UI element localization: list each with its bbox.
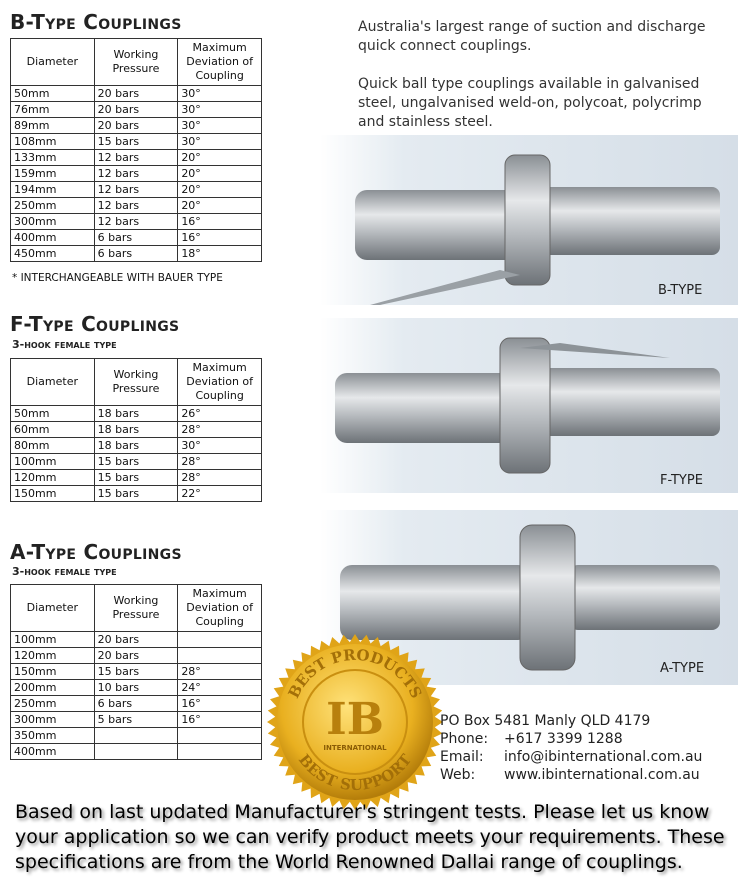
table-row: [11, 86, 262, 102]
table-row: [11, 246, 262, 262]
table-cell: [178, 632, 262, 648]
table-cell: 28°: [178, 454, 262, 470]
table-cell: 12 bars: [94, 182, 178, 198]
table-cell: 100mm: [11, 454, 95, 470]
table-cell: 30°: [178, 134, 262, 150]
table-cell: 300mm: [11, 214, 95, 230]
table-cell: 400mm: [11, 744, 95, 760]
a-type-table: [10, 584, 262, 760]
table-cell: 16°: [178, 214, 262, 230]
phone-value[interactable]: +617 3399 1288: [504, 731, 623, 747]
column-header: Diameter: [11, 39, 95, 86]
column-header: Maximum Deviation of Coupling: [178, 359, 262, 406]
table-cell: 6 bars: [94, 246, 178, 262]
table-row: [11, 214, 262, 230]
f-type-subtitle: 3-hook female type: [12, 338, 117, 351]
table-row: [11, 664, 262, 680]
footer-disclaimer: Based on last updated Manufacturer's stringent tests. Please let us know your application so we can verify product meets your requirements. These specifications are from the World Renowned Dallai range of couplings.: [15, 801, 725, 873]
table-cell: 450mm: [11, 246, 95, 262]
table-row: [11, 118, 262, 134]
table-cell: 18°: [178, 246, 262, 262]
b-type-table: [10, 38, 262, 262]
table-cell: 400mm: [11, 230, 95, 246]
a-type-label: A-TYPE: [660, 661, 705, 676]
a-type-subtitle: 3-hook female type: [12, 565, 117, 578]
table-cell: 150mm: [11, 664, 95, 680]
table-cell: 300mm: [11, 712, 95, 728]
table-row: [11, 470, 262, 486]
column-header: Working Pressure: [94, 39, 178, 86]
table-row: [11, 166, 262, 182]
table-header-row: [11, 585, 262, 632]
table-cell: 15 bars: [94, 134, 178, 150]
table-row: [11, 680, 262, 696]
table-row: [11, 182, 262, 198]
table-cell: 15 bars: [94, 470, 178, 486]
table-cell: 150mm: [11, 486, 95, 502]
table-cell: 159mm: [11, 166, 95, 182]
table-cell: 20°: [178, 198, 262, 214]
web-link[interactable]: www.ibinternational.com.au: [504, 767, 700, 783]
table-cell: 108mm: [11, 134, 95, 150]
table-cell: 30°: [178, 86, 262, 102]
table-row: [11, 728, 262, 744]
a-type-title: A-Type Couplings: [10, 540, 182, 564]
f-type-title: F-Type Couplings: [10, 312, 180, 336]
table-cell: 100mm: [11, 632, 95, 648]
table-cell: 15 bars: [94, 486, 178, 502]
table-cell: 250mm: [11, 696, 95, 712]
table-cell: 120mm: [11, 470, 95, 486]
table-row: [11, 696, 262, 712]
seal-bottom-text: BEST SUPPORT: [294, 750, 416, 795]
table-cell: 15 bars: [94, 454, 178, 470]
contact-block: [440, 712, 702, 784]
web-label: Web:: [440, 767, 476, 783]
seal-top-text: BEST PRODUCTS: [284, 645, 426, 702]
table-cell: 24°: [178, 680, 262, 696]
table-cell: 6 bars: [94, 230, 178, 246]
table-row: [11, 134, 262, 150]
f-type-table: [10, 358, 262, 502]
table-cell: 26°: [178, 406, 262, 422]
table-cell: 12 bars: [94, 214, 178, 230]
table-cell: 12 bars: [94, 198, 178, 214]
table-cell: 30°: [178, 438, 262, 454]
table-cell: 15 bars: [94, 664, 178, 680]
table-cell: 80mm: [11, 438, 95, 454]
table-cell: 20°: [178, 150, 262, 166]
table-cell: 18 bars: [94, 406, 178, 422]
table-cell: 250mm: [11, 198, 95, 214]
table-cell: 20 bars: [94, 102, 178, 118]
table-cell: 10 bars: [94, 680, 178, 696]
table-cell: [94, 744, 178, 760]
intro-text: [358, 18, 738, 132]
table-cell: 20 bars: [94, 648, 178, 664]
table-cell: 50mm: [11, 406, 95, 422]
column-header: Diameter: [11, 359, 95, 406]
table-cell: 76mm: [11, 102, 95, 118]
table-cell: 12 bars: [94, 166, 178, 182]
column-header: Maximum Deviation of Coupling: [178, 585, 262, 632]
table-cell: 350mm: [11, 728, 95, 744]
column-header: Maximum Deviation of Coupling: [178, 39, 262, 86]
table-cell: 16°: [178, 696, 262, 712]
email-label: Email:: [440, 749, 484, 765]
table-row: [11, 648, 262, 664]
table-cell: 28°: [178, 470, 262, 486]
table-row: [11, 406, 262, 422]
table-row: [11, 454, 262, 470]
table-cell: 5 bars: [94, 712, 178, 728]
table-cell: 200mm: [11, 680, 95, 696]
table-cell: 12 bars: [94, 150, 178, 166]
table-cell: 30°: [178, 102, 262, 118]
table-cell: 20°: [178, 166, 262, 182]
b-type-note: * INTERCHANGEABLE WITH BAUER TYPE: [12, 272, 223, 284]
table-header-row: [11, 39, 262, 86]
table-row: [11, 712, 262, 728]
table-cell: 18 bars: [94, 422, 178, 438]
table-row: [11, 102, 262, 118]
table-cell: 50mm: [11, 86, 95, 102]
table-cell: 22°: [178, 486, 262, 502]
table-row: [11, 198, 262, 214]
table-row: [11, 422, 262, 438]
f-type-coupling-image: [320, 318, 738, 493]
best-products-seal: [265, 632, 445, 812]
table-row: [11, 438, 262, 454]
table-cell: 20 bars: [94, 118, 178, 134]
table-cell: [178, 728, 262, 744]
column-header: Working Pressure: [94, 359, 178, 406]
intro-line-1: Australia's largest range of suction and discharge quick connect couplings.: [358, 19, 706, 54]
table-cell: 133mm: [11, 150, 95, 166]
table-row: [11, 744, 262, 760]
table-cell: 89mm: [11, 118, 95, 134]
b-type-label: B-TYPE: [658, 283, 703, 298]
table-cell: 28°: [178, 422, 262, 438]
table-cell: [94, 728, 178, 744]
seal-logo-sub: INTERNATIONAL: [323, 744, 387, 752]
column-header: Working Pressure: [94, 585, 178, 632]
table-header-row: [11, 359, 262, 406]
f-type-label: F-TYPE: [660, 473, 703, 488]
table-cell: 20 bars: [94, 632, 178, 648]
seal-logo: IB: [326, 694, 384, 745]
table-cell: 16°: [178, 712, 262, 728]
table-cell: 16°: [178, 230, 262, 246]
table-cell: [178, 744, 262, 760]
table-cell: 28°: [178, 664, 262, 680]
b-type-title: B-Type Couplings: [10, 10, 182, 34]
phone-label: Phone:: [440, 731, 489, 747]
table-cell: [178, 648, 262, 664]
table-cell: 194mm: [11, 182, 95, 198]
table-cell: 20°: [178, 182, 262, 198]
table-row: [11, 486, 262, 502]
table-row: [11, 632, 262, 648]
contact-address: PO Box 5481 Manly QLD 4179: [440, 713, 651, 729]
column-header: Diameter: [11, 585, 95, 632]
table-cell: 20 bars: [94, 86, 178, 102]
intro-line-2: Quick ball type couplings available in galvanised steel, ungalvanised weld-on, polycoat, polycrimp and stainless steel.: [358, 76, 702, 130]
table-cell: 30°: [178, 118, 262, 134]
table-cell: 18 bars: [94, 438, 178, 454]
table-row: [11, 230, 262, 246]
table-cell: 60mm: [11, 422, 95, 438]
email-link[interactable]: info@ibinternational.com.au: [504, 749, 703, 765]
table-cell: 6 bars: [94, 696, 178, 712]
table-cell: 120mm: [11, 648, 95, 664]
table-row: [11, 150, 262, 166]
b-type-coupling-image: [320, 135, 738, 305]
